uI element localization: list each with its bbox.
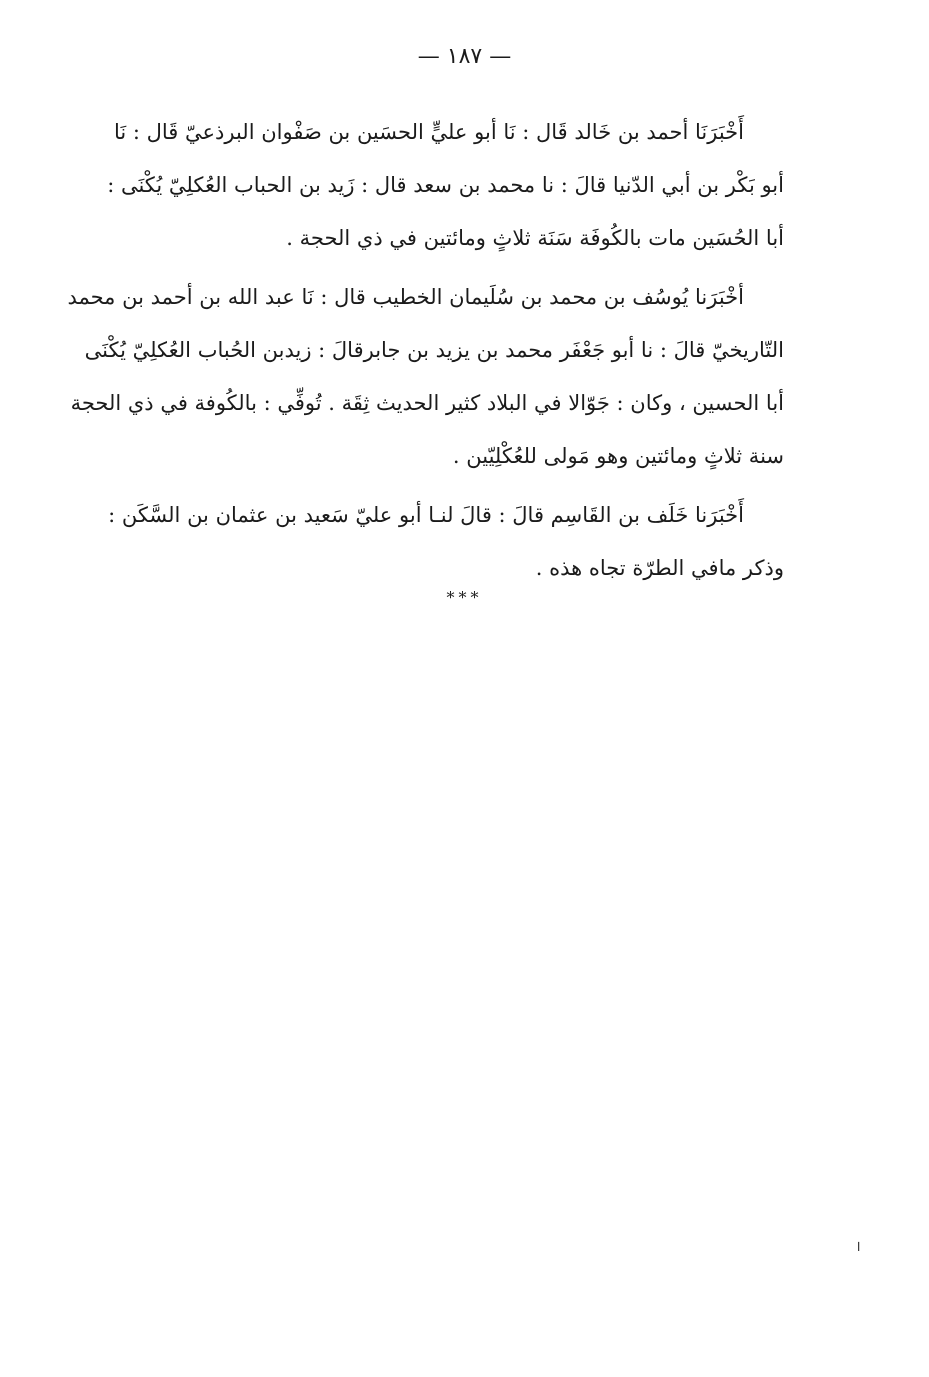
stray-mark: ا [857, 1240, 861, 1254]
paragraph-2 [67, 271, 816, 483]
paragraph-3 [108, 489, 816, 595]
section-separator: *** [446, 588, 483, 607]
body-text [67, 106, 816, 595]
text-line: وذكر مافي الطرّة تجاه هذه . [535, 556, 784, 580]
text-line: أخْبَرَنا يُوسُف بن محمد بن سُلَيمان الخطيب قال : نَا عبد الله بن أحمد بن محمد [67, 285, 744, 309]
text-line: سنة ثلاثٍ ومائتين وهو مَولى للعُكْلِيّين . [452, 444, 784, 468]
paragraph-1 [107, 106, 816, 265]
text-line: التّاريخيّ قالَ : نا أبو جَعْفَر محمد بن يزيد بن جابرقالَ : زيدبن الحُباب العُكلِيّ يُكْنَى [84, 338, 784, 362]
text-line: أَخْبَرَنا خَلَف بن القَاسِم قالَ : قالَ لنـا أبو عليّ سَعيد بن عثمان بن السَّكَن : [108, 503, 744, 527]
text-line: أبو بَكْر بن أبي الدّنيا قالَ : نا محمد بن سعد قال : زَيد بن الحباب العُكلِيّ يُكْنَى : [107, 173, 784, 197]
text-line: أَخْبَرَنَا أحمد بن خَالد قَال : نَا أبو عليٍّ الحسَين بن صَفْوان البرذعيّ قَال : نَا [113, 120, 744, 144]
text-line: أبا الحُسَين مات بالكُوفَة سَنَة ثلاثٍ ومائتين في ذي الحجة . [286, 226, 784, 250]
text-line: أبا الحسين ، وكان : جَوّالا في البلاد كثير الحديث ثِقَة . تُوفِّي : بالكُوفة في ذي الحجة [70, 391, 784, 415]
page-number: — ١٨٧ — [417, 44, 512, 69]
